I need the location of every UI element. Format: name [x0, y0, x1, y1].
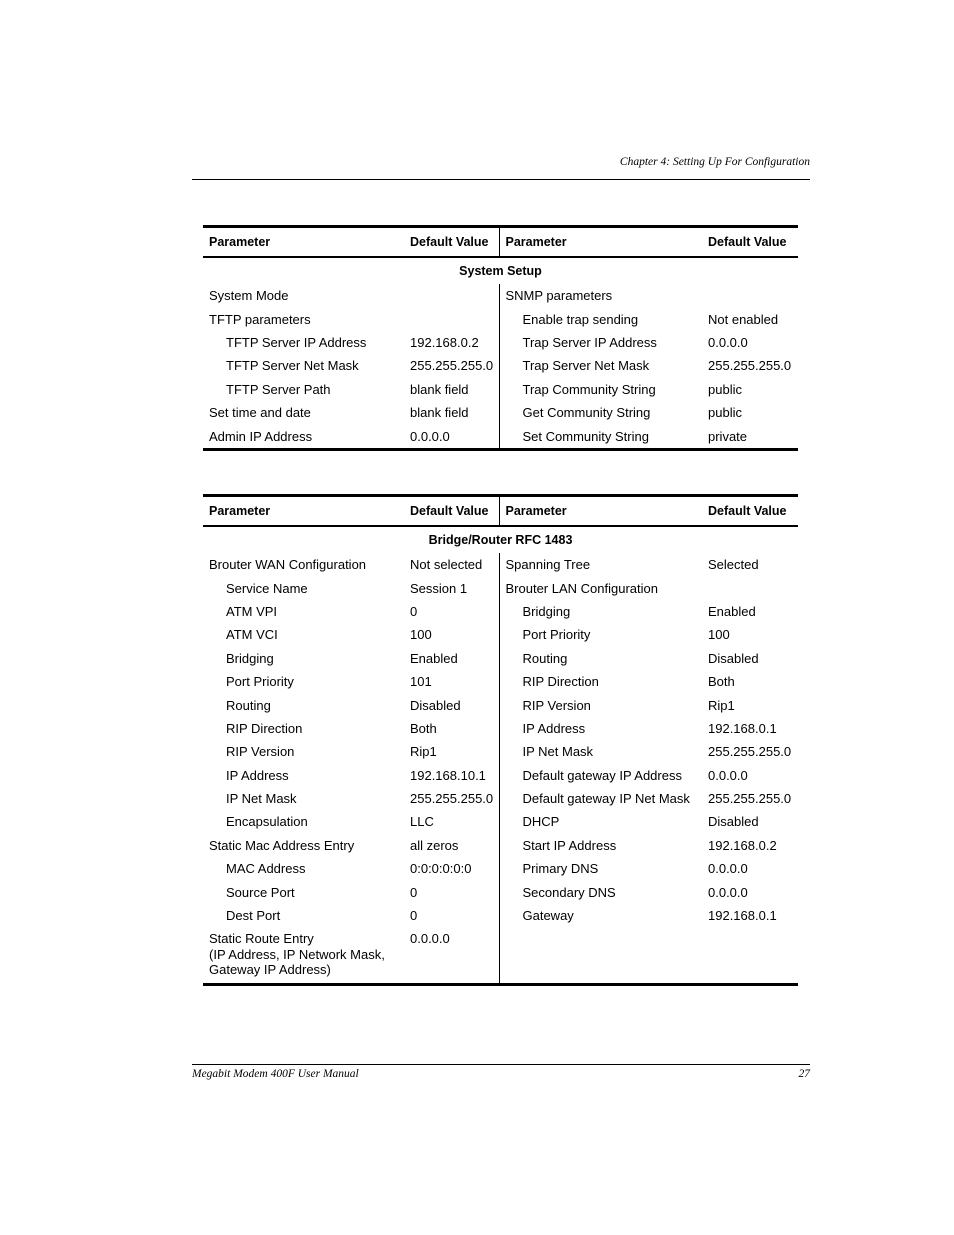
table-header-row — [203, 227, 798, 258]
left-default-value: Both — [410, 720, 437, 736]
manual-title: Megabit Modem 400F User Manual — [192, 1068, 359, 1080]
left-parameter: Bridging — [226, 650, 274, 666]
page-number: 27 — [798, 1068, 810, 1080]
column-header-parameter: Parameter — [203, 227, 404, 258]
right-parameter: IP Address — [499, 717, 702, 740]
right-parameter: Bridging — [499, 600, 702, 623]
column-header-parameter: Parameter — [499, 496, 702, 527]
right-default-value: Selected — [708, 557, 759, 573]
right-default-value: Rip1 — [708, 697, 735, 713]
table-row — [203, 553, 798, 576]
right-parameter: Default gateway IP Net Mask — [499, 787, 702, 810]
footer-rule — [192, 1064, 810, 1065]
table-row — [203, 401, 798, 424]
right-parameter: Port Priority — [499, 623, 702, 646]
left-default-value: 192.168.0.2 — [410, 334, 479, 350]
right-default-value: Both — [708, 674, 735, 690]
left-parameter: ATM VCI — [226, 627, 278, 643]
left-default-value: 255.255.255.0 — [410, 791, 494, 807]
left-default-value: all zeros — [410, 837, 459, 853]
left-parameter: RIP Direction — [226, 720, 303, 736]
left-default-value — [404, 307, 499, 330]
left-default-value: 255.255.255.0 — [410, 358, 494, 374]
right-default-value — [702, 576, 798, 599]
right-default-value — [702, 927, 798, 984]
right-default-value: Not enabled — [708, 311, 779, 327]
right-parameter: Set Community String — [499, 424, 702, 449]
left-default-value: Rip1 — [410, 744, 437, 760]
left-default-value: 0.0.0.0 — [404, 927, 499, 984]
table-row — [203, 576, 798, 599]
table-row — [203, 378, 798, 401]
right-parameter: Get Community String — [499, 401, 702, 424]
left-default-value: 0 — [410, 884, 418, 900]
page-footer — [192, 1068, 810, 1080]
right-parameter: Brouter LAN Configuration — [499, 576, 702, 599]
table-row — [203, 623, 798, 646]
left-parameter: Encapsulation — [226, 814, 308, 830]
right-default-value: 0.0.0.0 — [708, 861, 748, 877]
right-default-value: 255.255.255.0 — [708, 791, 792, 807]
right-parameter — [499, 927, 702, 984]
right-default-value: 0.0.0.0 — [708, 334, 748, 350]
right-default-value: Enabled — [708, 603, 756, 619]
table-row — [203, 331, 798, 354]
table-row — [203, 764, 798, 787]
table-row — [203, 787, 798, 810]
table-row — [203, 880, 798, 903]
left-parameter: Static Route Entry (IP Address, IP Network Mask, Gateway IP Address) — [203, 927, 404, 984]
column-header-parameter: Parameter — [203, 496, 404, 527]
table-row — [203, 693, 798, 716]
section-title: System Setup — [459, 264, 542, 278]
right-parameter: RIP Direction — [499, 670, 702, 693]
left-default-value: blank field — [410, 405, 469, 421]
right-default-value: private — [702, 424, 798, 449]
right-parameter: Start IP Address — [499, 834, 702, 857]
right-default-value: 0.0.0.0 — [708, 884, 748, 900]
right-default-value: 0.0.0.0 — [708, 767, 748, 783]
right-parameter: Trap Community String — [499, 378, 702, 401]
bridge-router-table — [203, 494, 798, 986]
table-row — [203, 600, 798, 623]
left-parameter: Brouter WAN Configuration — [209, 557, 367, 573]
left-parameter: TFTP parameters — [209, 311, 311, 327]
left-parameter: IP Address — [226, 767, 289, 783]
table-row — [203, 810, 798, 833]
left-default-value: Enabled — [410, 650, 458, 666]
left-parameter: MAC Address — [226, 861, 306, 877]
left-parameter: Source Port — [226, 884, 295, 900]
right-parameter: Trap Server Net Mask — [499, 354, 702, 377]
table-row — [203, 424, 798, 449]
right-default-value: 100 — [708, 627, 730, 643]
column-header-parameter: Parameter — [499, 227, 702, 258]
left-default-value: Not selected — [410, 557, 483, 573]
left-default-value: 0 — [410, 603, 418, 619]
table-row — [203, 857, 798, 880]
right-parameter: RIP Version — [499, 693, 702, 716]
left-parameter: System Mode — [209, 288, 289, 304]
running-head: Chapter 4: Setting Up For Configuration — [619, 156, 810, 168]
left-parameter: ATM VPI — [226, 603, 278, 619]
table-row — [203, 717, 798, 740]
column-header-default-value: Default Value — [404, 496, 499, 527]
right-default-value: Disabled — [708, 814, 759, 830]
right-parameter: Default gateway IP Address — [499, 764, 702, 787]
table-row — [203, 740, 798, 763]
right-default-value: 255.255.255.0 — [708, 358, 792, 374]
left-default-value: 0 — [410, 908, 418, 924]
table-header-row — [203, 496, 798, 527]
right-parameter: Trap Server IP Address — [499, 331, 702, 354]
right-default-value: public — [708, 405, 742, 421]
column-header-default-value: Default Value — [404, 227, 499, 258]
left-parameter: TFTP Server IP Address — [226, 334, 367, 350]
left-parameter: Routing — [226, 697, 271, 713]
left-default-value: Session 1 — [410, 580, 468, 596]
right-default-value: Disabled — [708, 650, 759, 666]
table-row — [203, 927, 798, 984]
right-default-value: 255.255.255.0 — [708, 744, 792, 760]
table-row — [203, 904, 798, 927]
left-parameter: TFTP Server Path — [226, 381, 331, 397]
table-row — [203, 307, 798, 330]
table-row — [203, 670, 798, 693]
right-parameter: Primary DNS — [499, 857, 702, 880]
right-parameter: IP Net Mask — [499, 740, 702, 763]
right-parameter: DHCP — [499, 810, 702, 833]
header-rule — [192, 179, 810, 180]
right-parameter: Secondary DNS — [499, 880, 702, 903]
left-default-value: 0.0.0.0 — [404, 424, 499, 449]
table-row — [203, 354, 798, 377]
column-header-default-value: Default Value — [702, 227, 798, 258]
left-parameter: RIP Version — [226, 744, 295, 760]
right-parameter: Gateway — [499, 904, 702, 927]
left-default-value: blank field — [410, 381, 469, 397]
left-default-value: LLC — [410, 814, 434, 830]
left-default-value: 100 — [410, 627, 432, 643]
table-row — [203, 647, 798, 670]
left-parameter: Static Mac Address Entry — [209, 837, 355, 853]
right-parameter: SNMP parameters — [499, 284, 702, 307]
left-default-value: 192.168.10.1 — [410, 767, 486, 783]
table-row — [203, 284, 798, 307]
left-parameter: TFTP Server Net Mask — [226, 358, 359, 374]
section-title: Bridge/Router RFC 1483 — [428, 533, 573, 547]
left-parameter: Dest Port — [226, 908, 281, 924]
column-header-default-value: Default Value — [702, 496, 798, 527]
right-default-value: 192.168.0.1 — [708, 720, 777, 736]
left-default-value: 101 — [410, 674, 432, 690]
left-parameter: Service Name — [226, 580, 308, 596]
right-parameter: Spanning Tree — [499, 553, 702, 576]
left-default-value: Disabled — [410, 697, 461, 713]
table-row — [203, 834, 798, 857]
system-setup-table — [203, 225, 798, 451]
right-parameter: Enable trap sending — [499, 307, 702, 330]
left-parameter: Set time and date — [209, 405, 311, 421]
right-default-value: 192.168.0.1 — [708, 908, 777, 924]
left-parameter: IP Net Mask — [226, 791, 297, 807]
right-default-value: public — [708, 381, 742, 397]
left-default-value: 0:0:0:0:0:0 — [410, 861, 472, 877]
right-parameter: Routing — [499, 647, 702, 670]
left-default-value — [404, 284, 499, 307]
right-default-value: 192.168.0.2 — [708, 837, 777, 853]
left-parameter: Admin IP Address — [203, 424, 404, 449]
left-parameter: Port Priority — [226, 674, 294, 690]
right-default-value — [702, 284, 798, 307]
